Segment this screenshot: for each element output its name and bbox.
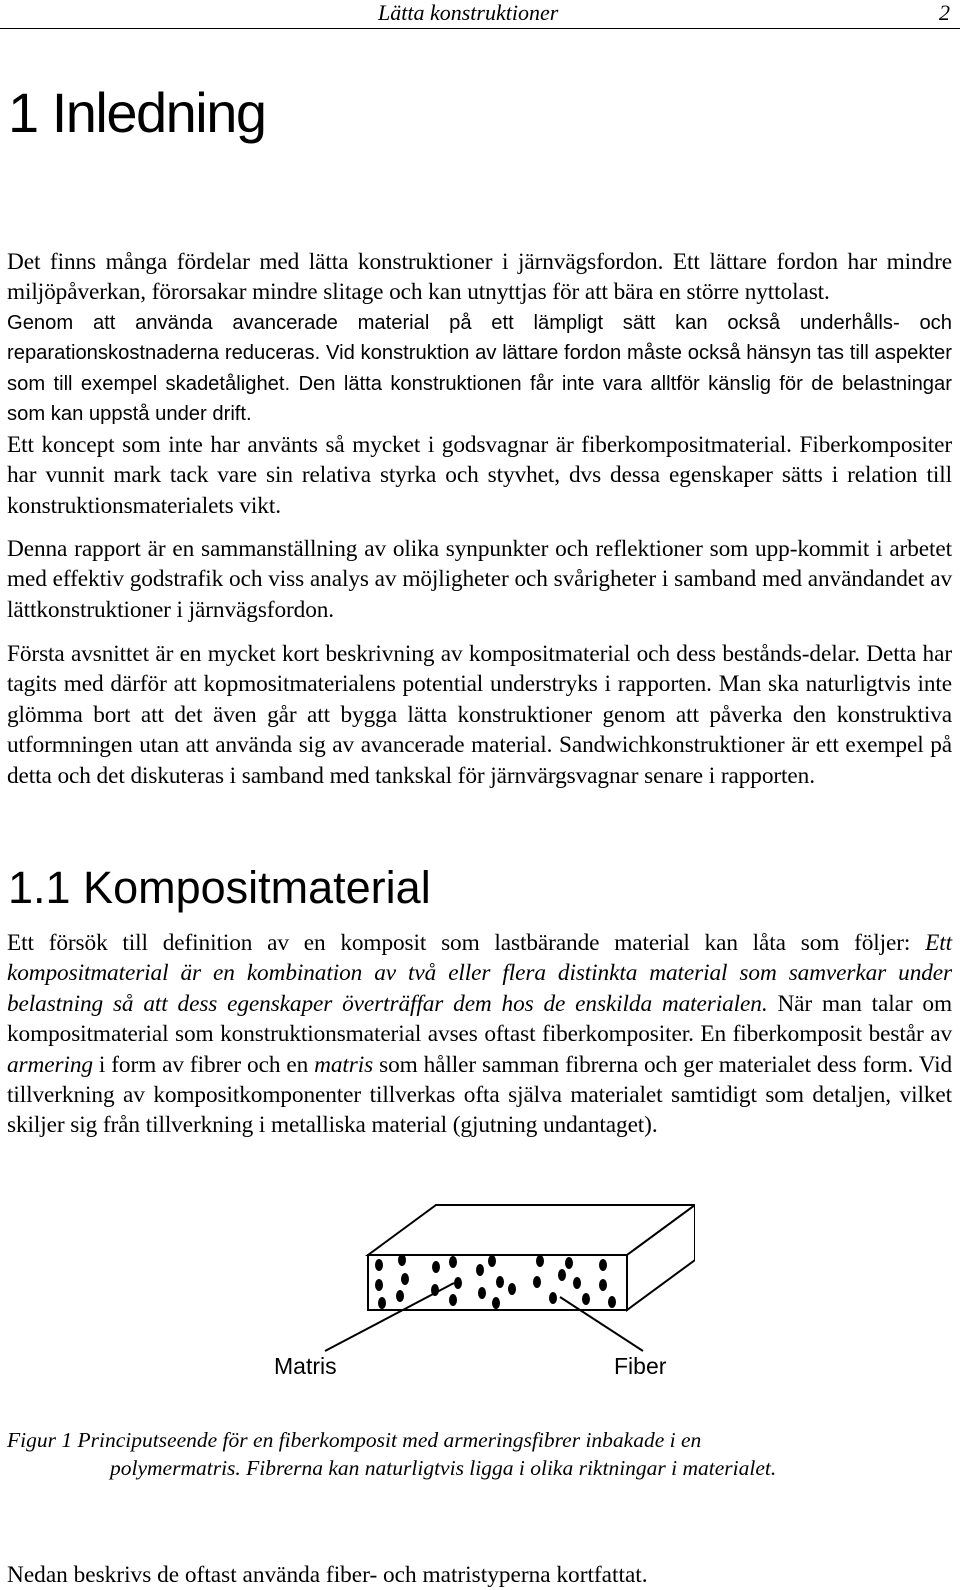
header-title: Lätta konstruktioner — [378, 0, 559, 25]
p4-start: Ett försök till definition av en komposit som lastbärande material kan låta som följer: — [7, 930, 926, 956]
composite-definition-paragraph — [7, 928, 952, 1141]
matris-label: Matris — [274, 1353, 337, 1379]
figure-caption — [7, 1426, 952, 1482]
term-armering: armering — [7, 1051, 93, 1078]
section-heading: 1 Inledning — [8, 81, 266, 144]
definition-text: Ett kompositmaterial är en kombination av två eller flera distinkta material som samverkar under belastning så att dess egenskaper överträffar dem hos de enskilda materialen. — [7, 930, 952, 1017]
intro-paragraph-1a: Det finns många fördelar med lätta konstruktioner i järnvägsfordon. Ett lättare fordon har mindre miljöpåverkan, förorsakar mindre slitage och kan utnyttjas för att bära en större nyttolast. — [7, 249, 952, 306]
p4-mid2: i form av fibrer och en — [92, 1051, 315, 1078]
caption-line-2: polymermatris. Fibrerna kan naturligtvis ligga i olika riktningar i materialet. — [110, 1456, 777, 1480]
composite-block — [368, 1205, 695, 1310]
p4-mid1: När man talar om kompositmaterial som konstruktionsmaterial avses oftast fiberkompositer. En fiberkomposit består av — [7, 990, 952, 1048]
intro-paragraph-1c: Ett koncept som inte har använts så mycket i godsvagnar är fiberkompositmaterial. Fiberkompositer har vunnit mark tack vare sin relativa styrka och styvhet, dvs dessa egenskaper sätts i relation till konstruktionsmaterialets vikt. — [7, 432, 952, 519]
fiber-label: Fiber — [614, 1353, 667, 1379]
p4-end: som håller samman fibrerna och ger materialet dess form. Vid tillverkning av kompositkomponenter tillverkas ofta själva materialet samtidigt som detaljen, vilket skiljer sig från tillverkning i metalliska material (gjutning undantaget). — [7, 1051, 952, 1139]
subsection-heading: 1.1 Kompositmaterial — [8, 862, 431, 913]
running-header — [0, 0, 960, 29]
intro-paragraph-2: Denna rapport är en sammanställning av olika synpunkter och reflektioner som upp-kommit i arbetet med effektiv godstrafik och viss analys av möjligheter och svårigheter i samband med användandet av lättkonstruktioner i järnvägsfordon. — [7, 536, 952, 623]
term-matris: matris — [314, 1051, 374, 1078]
page-number: 2 — [939, 0, 950, 25]
caption-line-1: Figur 1 Principutseende för en fiberkomposit med armeringsfibrer inbakade i en — [7, 1428, 702, 1452]
closing-paragraph: Nedan beskrivs de oftast använda fiber- och matristyperna kortfattat. — [7, 1562, 648, 1589]
intro-paragraph-1b: Genom att använda avancerade material på ett lämpligt sätt kan också underhålls- och reparationskostnaderna reduceras. Vid konstruktion av lättare fordon måste också hänsyn tas till aspekter som till exempel skadetålighet. Den lätta konstruktionen får inte vara alltför känslig för de belastningar som kan uppstå under drift. — [7, 312, 952, 426]
fiber-composite-figure — [255, 1195, 695, 1395]
intro-paragraph-3: Första avsnittet är en mycket kort beskrivning av kompositmaterial och dess bestånds-delar. Detta har tagits med därför att kopmositmaterialens potential understryks i rapporten. Man ska naturligtvis inte glömma bort att det även går att bygga lätta konstruktioner genom att påverka den konstruktiva utformningen utan att använda sig av avancerade material. Sandwichkonstruktioner är ett exempel på detta och det diskuteras i samband med tankskal för järnvärgsvagnar senare i rapporten. — [7, 641, 952, 789]
